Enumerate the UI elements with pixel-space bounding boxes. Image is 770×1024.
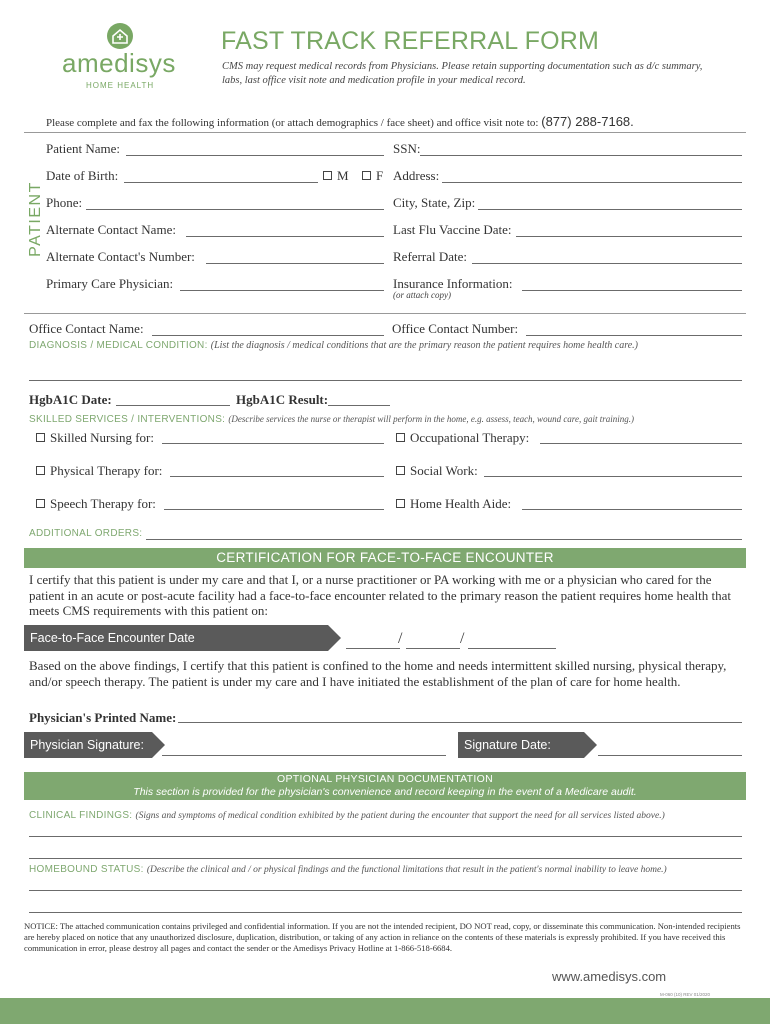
date-slash-1: / <box>398 630 403 647</box>
homebound-field-2[interactable] <box>29 912 742 913</box>
office-number-label: Office Contact Number: <box>392 321 519 336</box>
skilled-nursing-field[interactable] <box>162 443 384 444</box>
office-contact-field[interactable] <box>152 335 384 336</box>
physical-label: Physical Therapy for: <box>50 463 163 478</box>
dob-field[interactable] <box>124 182 318 183</box>
fax-instructions <box>46 114 634 129</box>
dob-label: Date of Birth: <box>46 168 119 183</box>
clinical-label: CLINICAL FINDINGS: <box>29 810 133 821</box>
flu-field[interactable] <box>516 236 742 237</box>
homebound-field-1[interactable] <box>29 890 742 891</box>
clinical-field-2[interactable] <box>29 858 742 859</box>
clinical-field-1[interactable] <box>29 836 742 837</box>
optional-banner <box>24 772 746 800</box>
insurance-label: Insurance Information: <box>393 276 513 291</box>
encounter-day-field[interactable] <box>406 648 460 649</box>
form-code: M-060 (10) REV 01/2020 <box>660 992 711 997</box>
alt-contact-field[interactable] <box>186 236 384 237</box>
ssn-label: SSN: <box>393 141 421 156</box>
physician-signature-tag: Physician Signature: <box>24 732 152 758</box>
skilled-nursing-checkbox[interactable] <box>36 433 45 442</box>
patient-name-label: Patient Name: <box>46 141 121 156</box>
date-slash-2: / <box>460 630 465 647</box>
diagnosis-heading <box>29 340 638 351</box>
referral-date-label: Referral Date: <box>393 249 467 264</box>
sex-female-option[interactable] <box>362 168 383 184</box>
footer-bar <box>0 998 770 1024</box>
speech-field[interactable] <box>164 509 384 510</box>
fax-instructions-text: Please complete and fax the following information (or attach demographics / face sheet) and office visit note to: <box>46 117 539 129</box>
phone-label: Phone: <box>46 195 83 210</box>
phone-field[interactable] <box>86 209 384 210</box>
hgb-date-label: HgbA1C Date: <box>29 392 112 407</box>
speech-checkbox[interactable] <box>36 499 45 508</box>
certification-banner: CERTIFICATION FOR FACE-TO-FACE ENCOUNTER <box>24 548 746 568</box>
encounter-date-field[interactable] <box>346 631 558 651</box>
header-note: CMS may request medical records from Physicians. Please retain supporting documentation such as d/c summary, labs, last office visit note and medication profile in your medical record. <box>222 61 703 86</box>
optional-banner-title: OPTIONAL PHYSICIAN DOCUMENTATION <box>277 773 493 785</box>
alt-number-field[interactable] <box>206 263 384 264</box>
confidentiality-notice: NOTICE: The attached communication contains privileged and confidential information. If you are not the intended recipient, DO NOT read, copy, or disseminate this communication. Non-intended recipients are hereby placed on notice that any unauthorized disclosure, duplication, distribution, or taking of any action in reliance on the contents of these materials is expressly prohibited. If you have received this communication in error, please destroy all pages and contact the sender or the Amedisys Privacy Hotline at 1-866-518-6684. <box>24 921 741 953</box>
aide-checkbox[interactable] <box>396 499 405 508</box>
signature-date-tag: Signature Date: <box>458 732 584 758</box>
physical-option[interactable] <box>36 463 162 479</box>
printed-name-field[interactable] <box>178 722 742 723</box>
skilled-label: SKILLED SERVICES / INTERVENTIONS: <box>29 414 226 425</box>
male-label: M <box>337 168 349 183</box>
flu-label: Last Flu Vaccine Date: <box>393 222 512 237</box>
aide-label: Home Health Aide: <box>410 496 512 511</box>
pcp-label: Primary Care Physician: <box>46 276 174 291</box>
alt-contact-label: Alternate Contact Name: <box>46 222 176 237</box>
printed-name-label: Physician's Printed Name: <box>29 710 177 725</box>
address-field[interactable] <box>442 182 742 183</box>
additional-orders-label: ADDITIONAL ORDERS: <box>29 528 143 539</box>
office-number-field[interactable] <box>526 335 742 336</box>
social-checkbox[interactable] <box>396 466 405 475</box>
pcp-field[interactable] <box>180 290 384 291</box>
office-contact-label: Office Contact Name: <box>29 321 144 336</box>
signature-date-field[interactable] <box>598 755 742 756</box>
form-title: FAST TRACK REFERRAL FORM <box>221 27 600 55</box>
house-plus-icon <box>106 22 134 50</box>
physical-checkbox[interactable] <box>36 466 45 475</box>
clinical-findings-heading <box>29 810 665 821</box>
insurance-note: (or attach copy) <box>393 290 451 300</box>
diagnosis-desc: (List the diagnosis / medical conditions that are the primary reason the patient requires home health care.) <box>210 340 639 351</box>
additional-orders-field[interactable] <box>146 539 742 540</box>
physician-signature-field[interactable] <box>162 755 446 756</box>
social-field[interactable] <box>484 476 742 477</box>
homebound-certification: Based on the above findings, I certify that this patient is confined to the home and needs intermittent skilled nursing, physical therapy, and/or speech therapy. The patient is under my care and I have initiated the establishment of the plan of care for home health. <box>29 658 727 689</box>
clinical-desc: (Signs and symptoms of medical condition exhibited by the patient during the encounter that support the need for all services listed above.) <box>135 811 665 821</box>
fax-number: (877) 288-7168. <box>541 114 634 129</box>
occupational-label: Occupational Therapy: <box>410 430 530 445</box>
aide-option[interactable] <box>396 496 511 512</box>
diagnosis-label: DIAGNOSIS / MEDICAL CONDITION: <box>29 340 208 351</box>
hgb-result-label: HgbA1C Result: <box>236 392 329 407</box>
skilled-desc: (Describe services the nurse or therapist will perform in the home, e.g. assess, teach, wound care, gait training.) <box>228 414 634 424</box>
aide-field[interactable] <box>522 509 742 510</box>
sex-male-option[interactable] <box>323 168 349 184</box>
address-label: Address: <box>393 168 440 183</box>
insurance-field[interactable] <box>522 290 742 291</box>
alt-number-label: Alternate Contact's Number: <box>46 249 195 264</box>
optional-banner-sub: This section is provided for the physician's convenience and record keeping in the event of a Medicare audit. <box>133 786 637 798</box>
hgb-result-field[interactable] <box>328 405 390 406</box>
hgb-date-field[interactable] <box>116 405 230 406</box>
female-label: F <box>376 168 384 183</box>
homebound-desc: (Describe the clinical and / or physical findings and the functional limitations that result in the patient's normal inability to leave home.) <box>146 865 667 875</box>
occupational-field[interactable] <box>540 443 742 444</box>
occupational-checkbox[interactable] <box>396 433 405 442</box>
skilled-nursing-option[interactable] <box>36 430 154 446</box>
encounter-date-tag: Face-to-Face Encounter Date <box>24 625 328 651</box>
speech-label: Speech Therapy for: <box>50 496 156 511</box>
skilled-heading <box>29 414 634 425</box>
encounter-year-field[interactable] <box>468 648 556 649</box>
social-label: Social Work: <box>410 463 478 478</box>
ssn-field[interactable] <box>420 155 742 156</box>
homebound-label: HOMEBOUND STATUS: <box>29 864 144 875</box>
social-option[interactable] <box>396 463 478 479</box>
female-checkbox[interactable] <box>362 171 371 180</box>
patient-name-field[interactable] <box>126 155 384 156</box>
city-label: City, State, Zip: <box>393 195 476 210</box>
physical-field[interactable] <box>170 476 384 477</box>
certification-statement: I certify that this patient is under my care and that I, or a nurse practitioner or PA working with me or a physician who cared for the patient in an acute or post-acute facility had a face-to-face encounter related to the primary reason the patient requires home health that meets CMS requirements with this patient on: <box>29 572 732 618</box>
referral-date-field[interactable] <box>472 263 742 264</box>
encounter-month-field[interactable] <box>346 648 400 649</box>
patient-side-label: PATIENT <box>27 181 44 257</box>
city-field[interactable] <box>478 209 742 210</box>
logo-tagline: HOME HEALTH <box>86 81 155 90</box>
speech-option[interactable] <box>36 496 156 512</box>
homebound-status-heading <box>29 864 667 875</box>
logo-wordmark: amedisys <box>62 48 176 78</box>
male-checkbox[interactable] <box>323 171 332 180</box>
amedisys-logo <box>62 22 180 92</box>
website-link[interactable]: www.amedisys.com <box>552 969 667 984</box>
skilled-nursing-label: Skilled Nursing for: <box>50 430 154 445</box>
occupational-option[interactable] <box>396 430 529 446</box>
diagnosis-field[interactable] <box>29 380 742 381</box>
